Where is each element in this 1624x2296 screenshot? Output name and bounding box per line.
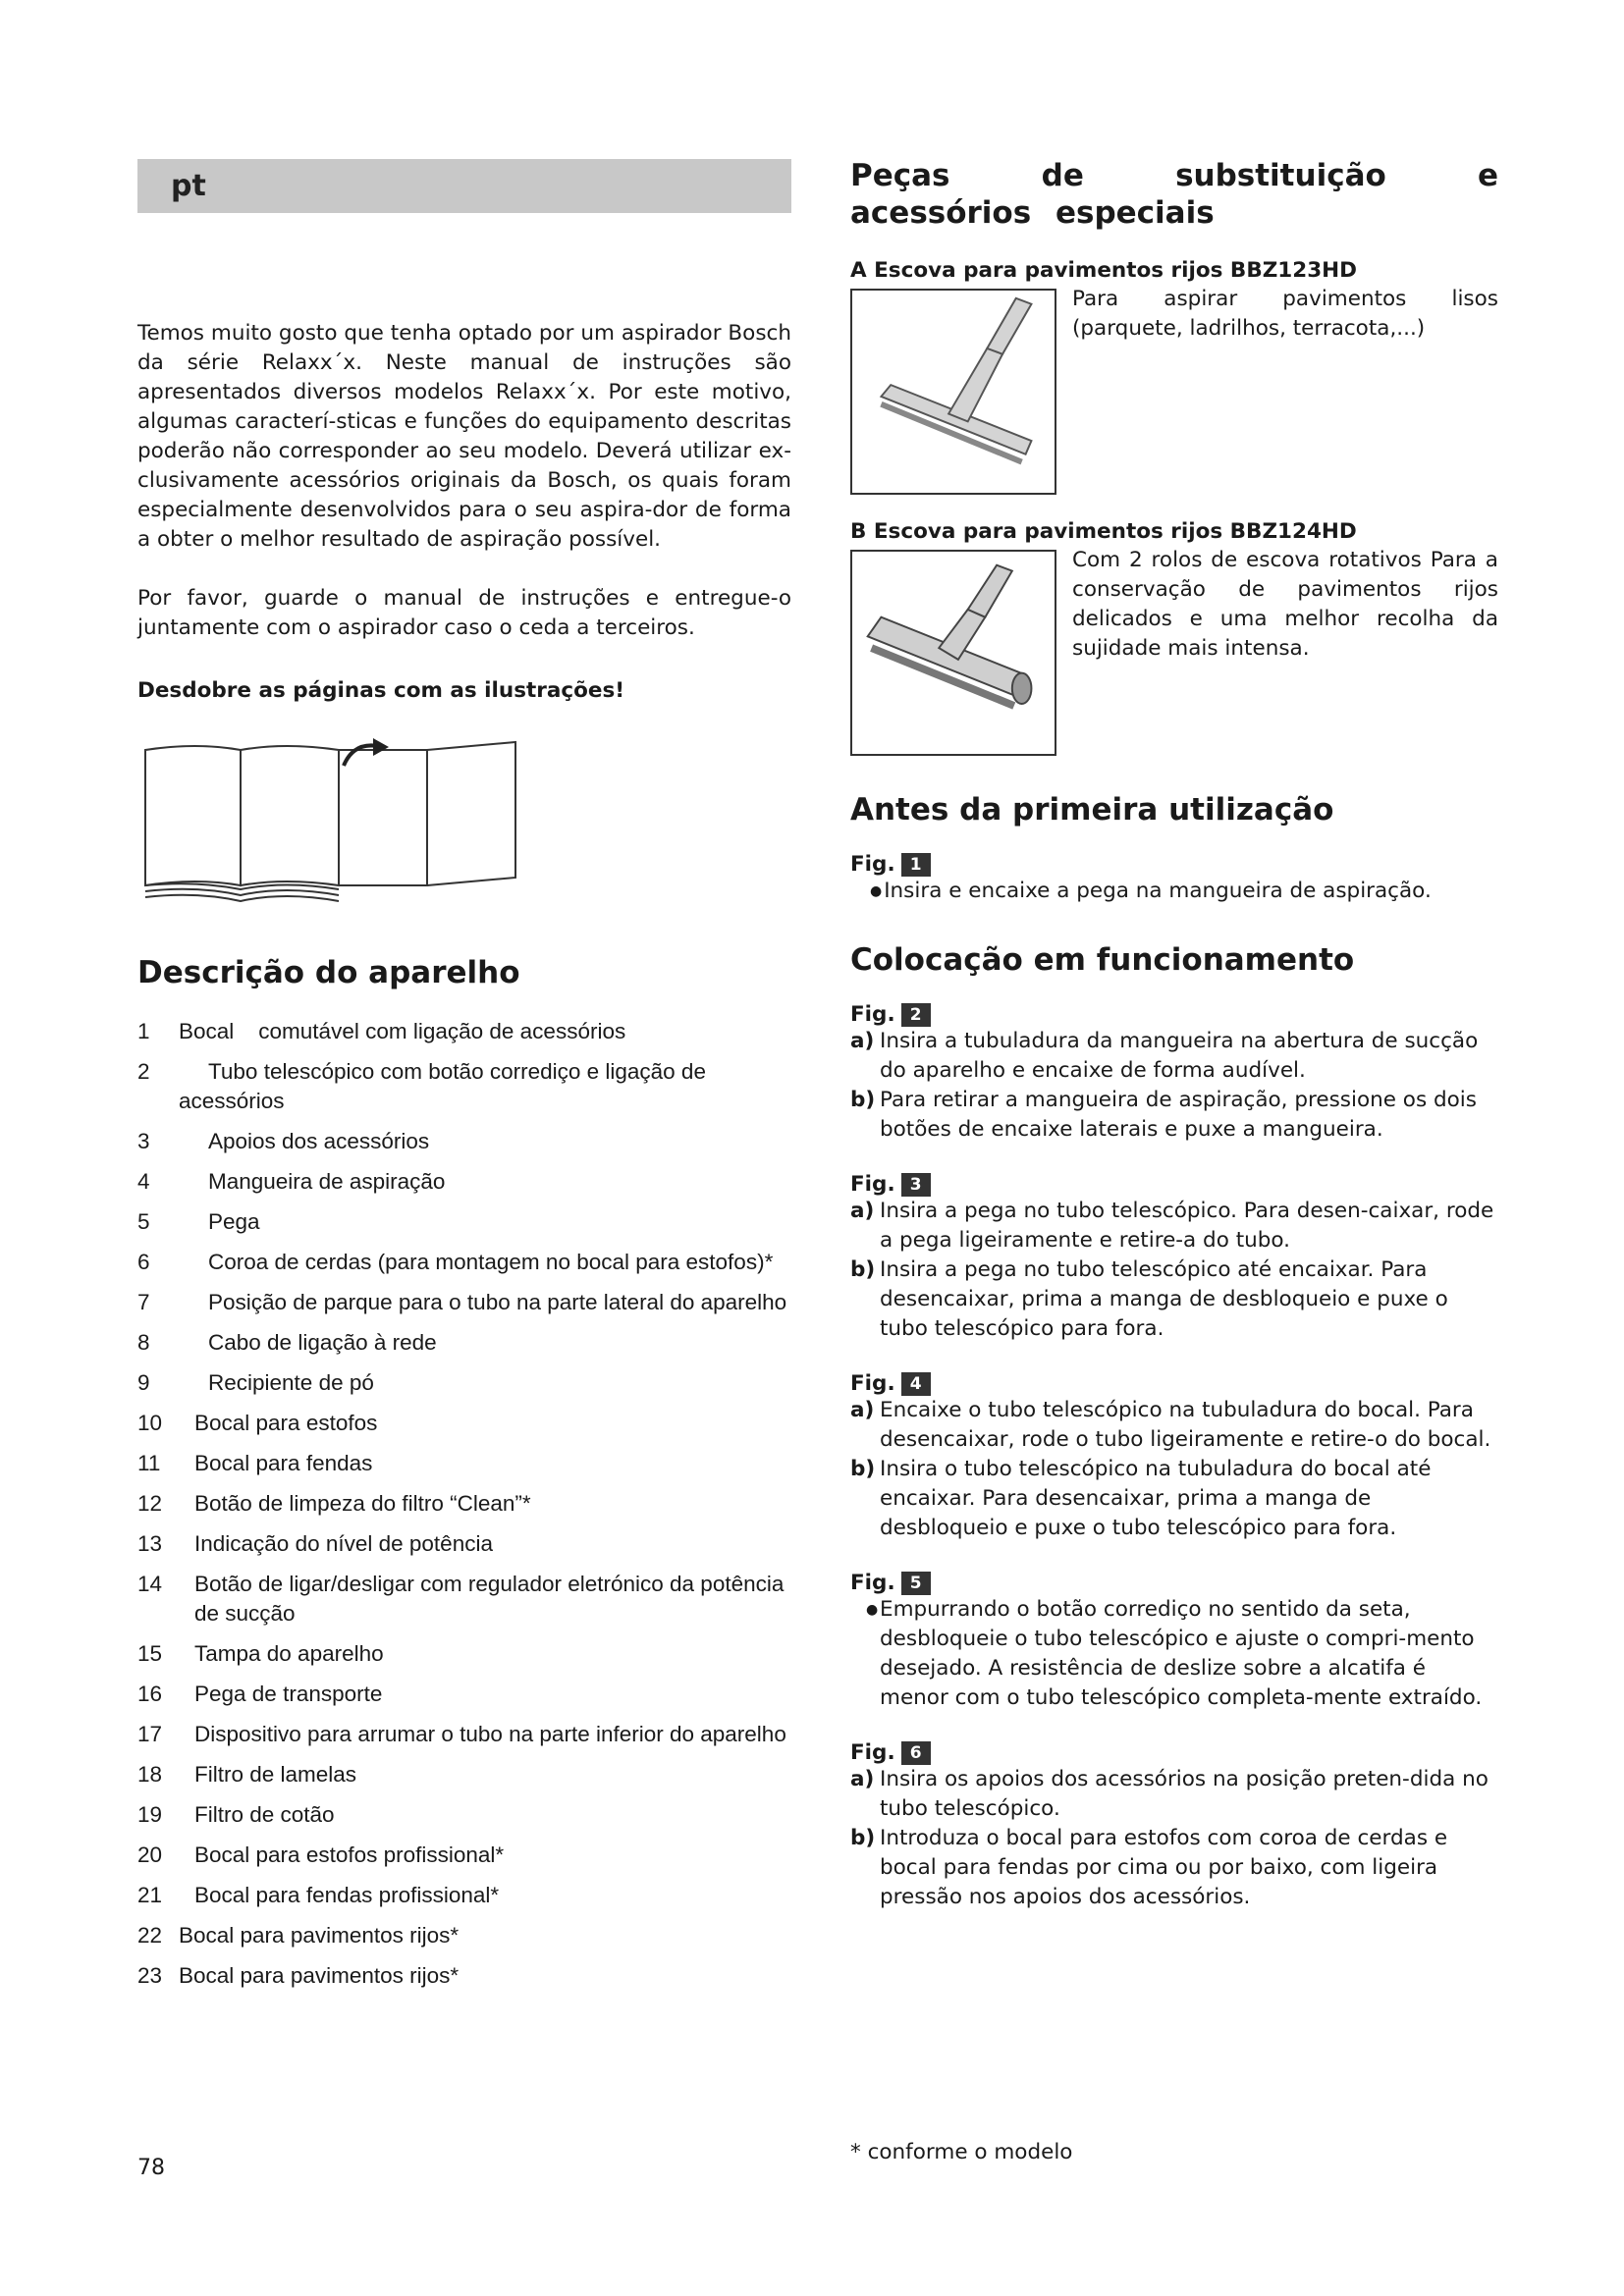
list-item: 5 Pega <box>137 1209 260 1234</box>
accessory-a-title: A Escova para pavimentos rijos BBZ123HD <box>850 258 1358 283</box>
bullet-icon: ● <box>866 1602 879 1618</box>
list-item: 3 Apoios dos acessórios <box>137 1129 430 1153</box>
fig-3-step-a: a) Insira a pega no tubo telescópico. Para desen-caixar, rode a pega ligeiramente e retire-a do tubo. <box>850 1199 1494 1253</box>
list-item: 15 Tampa do aparelho <box>137 1641 384 1666</box>
fig-4-step-a: a) Encaixe o tubo telescópico na tubuladura do bocal. Para desencaixar, rode o tubo ligeiramente e retire-o do bocal. <box>850 1398 1491 1452</box>
fig-5-label: Fig. 5 <box>850 1571 1498 1595</box>
list-item: 21 Bocal para fendas profissional* <box>137 1883 500 1907</box>
list-item: 12 Botão de limpeza do filtro “Clean”* <box>137 1491 531 1516</box>
list-item: 10 Bocal para estofos <box>137 1411 378 1435</box>
hard-floor-brush-b-image <box>850 550 1056 756</box>
fig-2-step-a: a) Insira a tubuladura da mangueira na abertura de sucção do aparelho e encaixe de forma audível. <box>850 1029 1479 1083</box>
fold-out-book-illustration <box>137 738 550 905</box>
bullet-icon: ● <box>870 883 883 899</box>
fig-2-step-b: b) Para retirar a mangueira de aspiração, pressione os dois botões de encaixe laterais e puxe a mangueira. <box>850 1088 1477 1142</box>
fig-3-label: Fig. 3 <box>850 1172 1498 1197</box>
list-item: 13 Indicação do nível de potência <box>137 1531 493 1556</box>
fig-number-box: 5 <box>901 1572 931 1595</box>
right-column <box>850 157 1498 1912</box>
list-item: 4 Mangueira de aspiração <box>137 1169 446 1194</box>
list-item: 2 Tubo telescópico com botão corrediço e ligação de acessórios <box>137 1059 706 1113</box>
before-first-use-heading: Antes da primeira utilização <box>850 792 1334 828</box>
list-item: 9 Recipiente de pó <box>137 1370 374 1395</box>
language-code: pt <box>171 169 206 203</box>
parts-heading: Peças de substituição e acessórios especiais <box>850 158 1498 231</box>
list-item: 18 Filtro de lamelas <box>137 1762 357 1787</box>
list-item: 19 Filtro de cotão <box>137 1802 335 1827</box>
list-item: 17 Dispositivo para arrumar o tubo na parte inferior do aparelho <box>137 1722 786 1746</box>
list-item: 16 Pega de transporte <box>137 1682 383 1706</box>
fig-number-box: 4 <box>901 1372 931 1396</box>
keep-manual-paragraph: Por favor, guarde o manual de instruções e entregue-o juntamente com o aspirador caso o ceda a terceiros. <box>137 586 791 640</box>
fig-6-label: Fig. 6 <box>850 1740 1498 1765</box>
list-item: 14 Botão de ligar/desligar com regulador eletrónico da potência de sucção <box>137 1572 785 1626</box>
accessory-b-title: B Escova para pavimentos rijos BBZ124HD <box>850 519 1357 544</box>
fig-number-box: 2 <box>901 1003 931 1027</box>
hard-floor-brush-a-image <box>850 289 1056 495</box>
fig-2-label: Fig. 2 <box>850 1002 1498 1027</box>
accessory-b <box>850 550 1498 756</box>
list-item: 23 Bocal para pavimentos rijos* <box>137 1963 460 1988</box>
description-list <box>137 1017 791 1991</box>
fig-4-step-b: b) Insira o tubo telescópico na tubuladura do bocal até encaixar. Para desencaixar, prima a manga de desbloqueio e puxe o tubo telescópico para fora. <box>850 1457 1432 1540</box>
accessory-b-text: Com 2 rolos de escova rotativos Para a conservação de pavimentos rijos delicados e uma melhor recolha da sujidade mais intensa. <box>1072 548 1498 661</box>
fig-6-step-a: a) Insira os apoios dos acessórios na posição preten-dida no tubo telescópico. <box>850 1767 1489 1821</box>
fig-number-box: 1 <box>901 853 931 877</box>
fig-5-step: ● Empurrando o botão corrediço no sentido da seta, desbloqueie o tubo telescópico e ajuste o compri-mento desejado. A resistência de deslize sobre a alcatifa é menor com o tubo telescópico completa-mente extraído. <box>850 1595 1498 1713</box>
fig-1-label: Fig. 1 <box>850 852 1498 877</box>
list-item: 1 Bocal comutável com ligação de acessórios <box>137 1019 626 1043</box>
language-header <box>137 159 791 213</box>
description-heading: Descrição do aparelho <box>137 955 520 990</box>
fold-out-note: Desdobre as páginas com as ilustrações! <box>137 678 625 703</box>
list-item: 22 Bocal para pavimentos rijos* <box>137 1923 460 1948</box>
accessory-a <box>850 289 1498 495</box>
page-number: 78 <box>137 2156 165 2180</box>
list-item: 8 Cabo de ligação à rede <box>137 1330 437 1355</box>
accessory-a-text: Para aspirar pavimentos lisos (parquete, ladrilhos, terracota,...) <box>1072 287 1498 341</box>
operation-heading: Colocação em funcionamento <box>850 942 1355 978</box>
fig-6-step-b: b) Introduza o bocal para estofos com coroa de cerdas e bocal para fendas por cima ou por baixo, com ligeira pressão nos apoios dos acessórios. <box>850 1826 1448 1909</box>
left-column <box>137 159 791 2002</box>
list-item: 11 Bocal para fendas <box>137 1451 373 1475</box>
fig-1-instruction: ●Insira e encaixe a pega na mangueira de aspiração. <box>870 879 1432 903</box>
list-item: 20 Bocal para estofos profissional* <box>137 1842 505 1867</box>
footnote: * conforme o modelo <box>850 2140 1073 2164</box>
fig-number-box: 6 <box>901 1741 931 1765</box>
intro-paragraph: Temos muito gosto que tenha optado por um aspirador Bosch da série Relaxx´x. Neste manual de instruções são apresentados diversos modelos Relaxx´x. Por este motivo, algumas caracterí-sticas e funções do equipamento descritas poderão não corresponder ao seu modelo. Deverá utilizar ex-clusivamente acessórios originais da Bosch, os quais foram especialmente desenvolvidos para o seu aspira-dor de forma a obter o melhor resultado de aspiração possível. <box>137 321 791 552</box>
fig-3-step-b: b) Insira a pega no tubo telescópico até encaixar. Para desencaixar, prima a manga de desbloqueio e puxe o tubo telescópico para fora. <box>850 1257 1448 1341</box>
fig-number-box: 3 <box>901 1173 931 1197</box>
fig-4-label: Fig. 4 <box>850 1371 1498 1396</box>
list-item: 7 Posição de parque para o tubo na parte lateral do aparelho <box>137 1290 787 1314</box>
list-item: 6 Coroa de cerdas (para montagem no bocal para estofos)* <box>137 1250 774 1274</box>
